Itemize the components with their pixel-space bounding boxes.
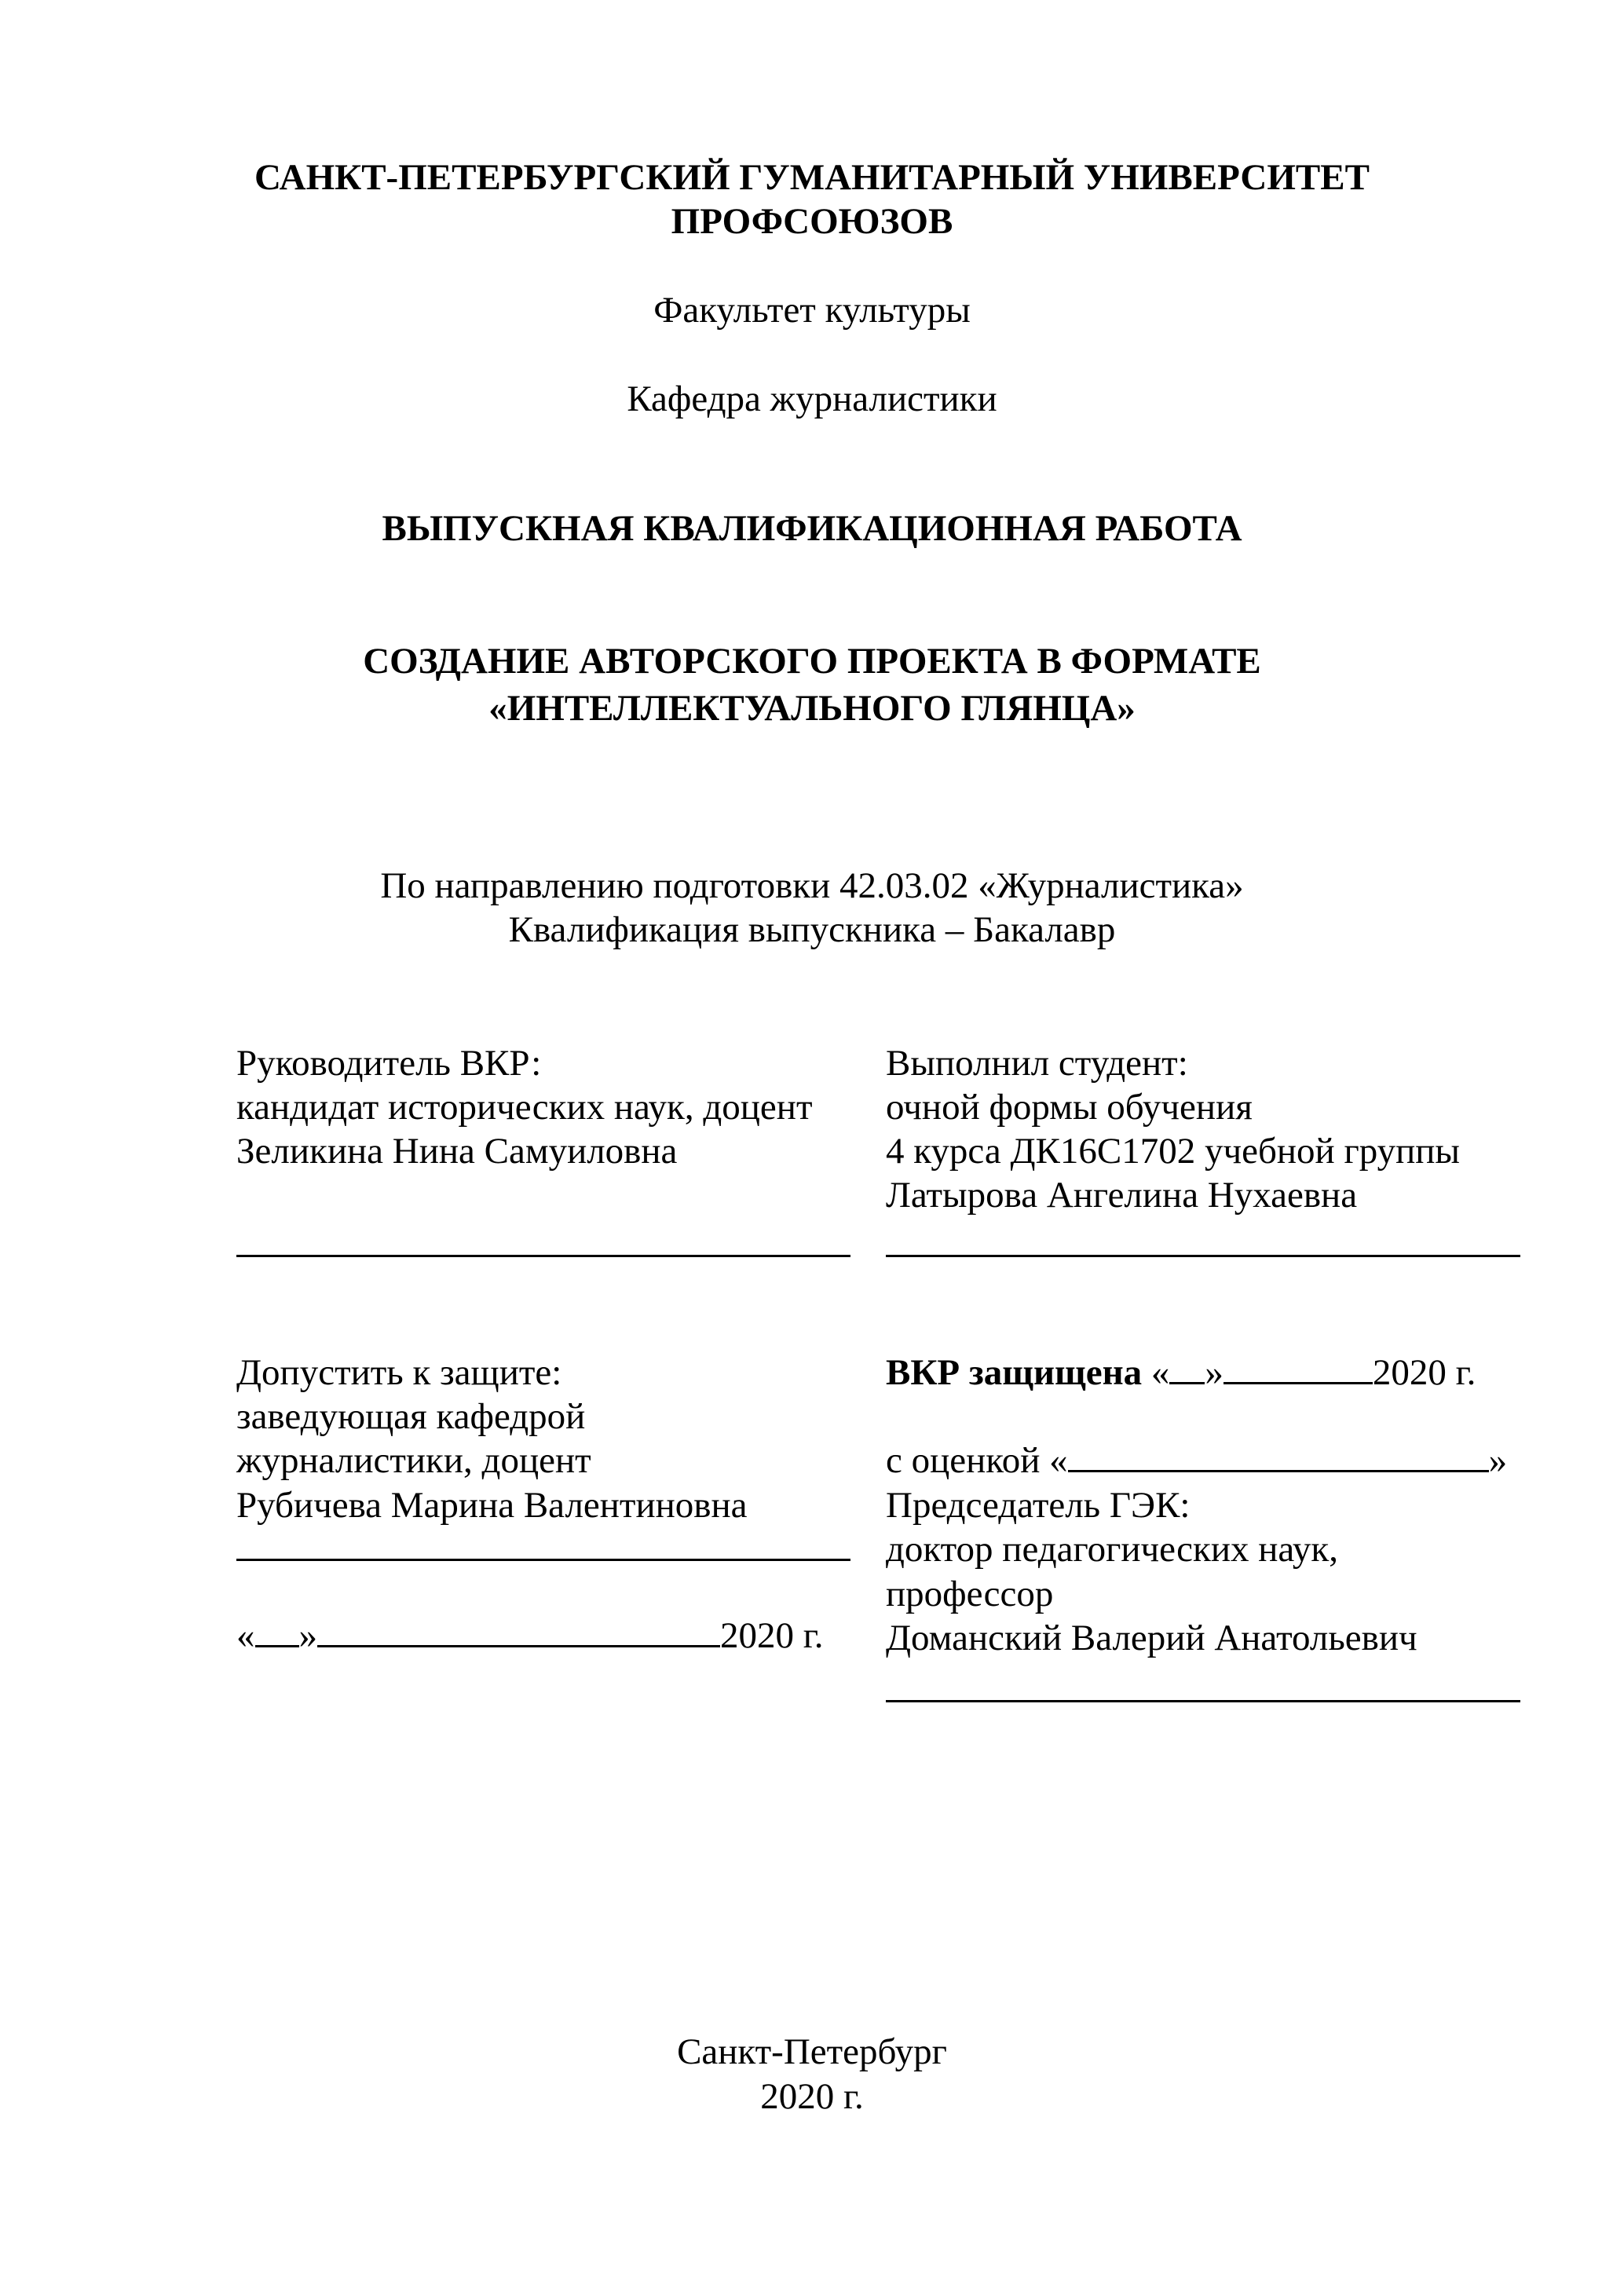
quote-open: « xyxy=(1150,1352,1170,1393)
admission-position-1: заведующая кафедрой xyxy=(236,1396,586,1437)
work-type: ВЫПУСКНАЯ КВАЛИФИКАЦИОННАЯ РАБОТА xyxy=(382,508,1242,549)
university-name-line1: САНКТ-ПЕТЕРБУРГСКИЙ ГУМАНИТАРНЫЙ УНИВЕРСИТЕТ xyxy=(254,157,1370,198)
defense-status xyxy=(886,1351,1476,1395)
student-group: 4 курса ДК16С1702 учебной группы xyxy=(886,1131,1460,1172)
student-signature-line xyxy=(886,1255,1520,1257)
chair-degree: доктор педагогических наук, xyxy=(886,1529,1338,1570)
quote-open: « xyxy=(236,1615,255,1656)
defense-label: ВКР защищена xyxy=(886,1352,1143,1393)
supervisor-name: Зеликина Нина Самуиловна xyxy=(236,1131,678,1172)
admission-signature-line xyxy=(236,1559,850,1561)
month-blank xyxy=(317,1614,720,1647)
study-direction: По направлению подготовки 42.03.02 «Журналистика» xyxy=(380,865,1244,906)
chair-name: Доманский Валерий Анатольевич xyxy=(886,1618,1417,1658)
chair-title: профессор xyxy=(886,1574,1054,1614)
year: 2020 г. xyxy=(760,2076,864,2117)
qualification: Квалификация выпускника – Бакалавр xyxy=(508,909,1116,950)
month-blank xyxy=(1223,1351,1373,1384)
defense-year: 2020 г. xyxy=(1372,1352,1476,1393)
day-blank xyxy=(255,1614,299,1647)
admission-position-2: журналистики, доцент xyxy=(236,1440,591,1481)
admission-label: Допустить к защите: xyxy=(236,1352,562,1393)
quote-close: » xyxy=(1488,1440,1508,1481)
department: Кафедра журналистики xyxy=(627,378,997,419)
quote-close: » xyxy=(1205,1352,1223,1393)
chair-signature-line xyxy=(886,1700,1520,1702)
supervisor-signature-line xyxy=(236,1255,850,1257)
admission-year: 2020 г. xyxy=(720,1615,824,1656)
university-name-line2: ПРОФСОЮЗОВ xyxy=(671,201,953,242)
student-label: Выполнил студент: xyxy=(886,1043,1188,1084)
chair-label: Председатель ГЭК: xyxy=(886,1485,1191,1526)
supervisor-degree: кандидат исторических наук, доцент xyxy=(236,1087,813,1128)
student-study-form: очной формы обучения xyxy=(886,1087,1253,1128)
grade-blank xyxy=(1068,1439,1489,1472)
work-title-line1: СОЗДАНИЕ АВТОРСКОГО ПРОЕКТА В ФОРМАТЕ xyxy=(363,641,1261,682)
city: Санкт-Петербург xyxy=(677,2031,947,2072)
admission-head-name: Рубичева Марина Валентиновна xyxy=(236,1485,748,1526)
grade-label: с оценкой « xyxy=(886,1440,1068,1481)
day-blank xyxy=(1169,1351,1205,1384)
admission-date xyxy=(236,1614,823,1658)
work-title-line2: «ИНТЕЛЛЕКТУАЛЬНОГО ГЛЯНЦА» xyxy=(488,688,1136,729)
faculty: Факультет культуры xyxy=(653,290,971,331)
defense-grade xyxy=(886,1439,1507,1483)
quote-close: » xyxy=(298,1615,317,1656)
student-name: Латырова Ангелина Нухаевна xyxy=(886,1175,1358,1216)
supervisor-label: Руководитель ВКР: xyxy=(236,1043,542,1084)
